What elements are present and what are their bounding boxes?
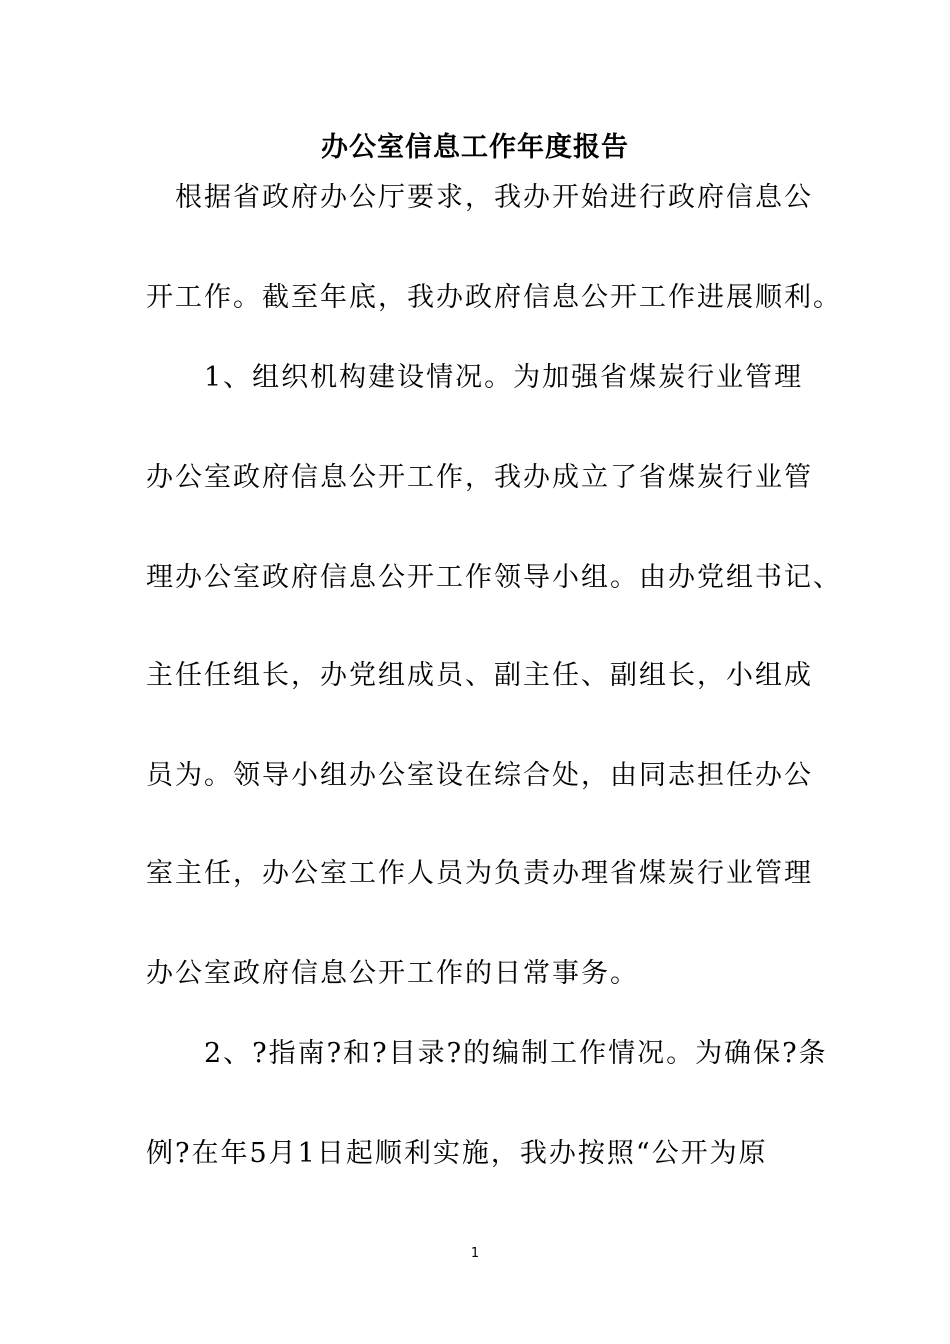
body-line: 例?在年5月1日起顺利实施，我办按照“公开为原 (146, 1138, 768, 1169)
body-line: 主任任组长，办党组成员、副主任、副组长，小组成 (146, 660, 813, 691)
body-line: 2、?指南?和?目录?的编制工作情况。为确保?条 (146, 1038, 828, 1069)
page-number: 1 (470, 1246, 480, 1261)
body-line: 根据省政府办公厅要求，我办开始进行政府信息公 (146, 182, 813, 213)
body-line: 员为。领导小组办公室设在综合处，由同志担任办公 (146, 760, 813, 791)
body-line: 理办公室政府信息公开工作领导小组。由办党组书记、 (146, 562, 842, 593)
body-line: 办公室政府信息公开工作，我办成立了省煤炭行业管 (146, 462, 813, 493)
body-line: 办公室政府信息公开工作的日常事务。 (146, 958, 639, 989)
body-line: 开工作。截至年底，我办政府信息公开工作进展顺利。 (146, 282, 842, 313)
body-line: 1、组织机构建设情况。为加强省煤炭行业管理 (146, 362, 804, 393)
document-title: 办公室信息工作年度报告 (321, 132, 629, 163)
body-line: 室主任，办公室工作人员为负责办理省煤炭行业管理 (146, 858, 813, 889)
